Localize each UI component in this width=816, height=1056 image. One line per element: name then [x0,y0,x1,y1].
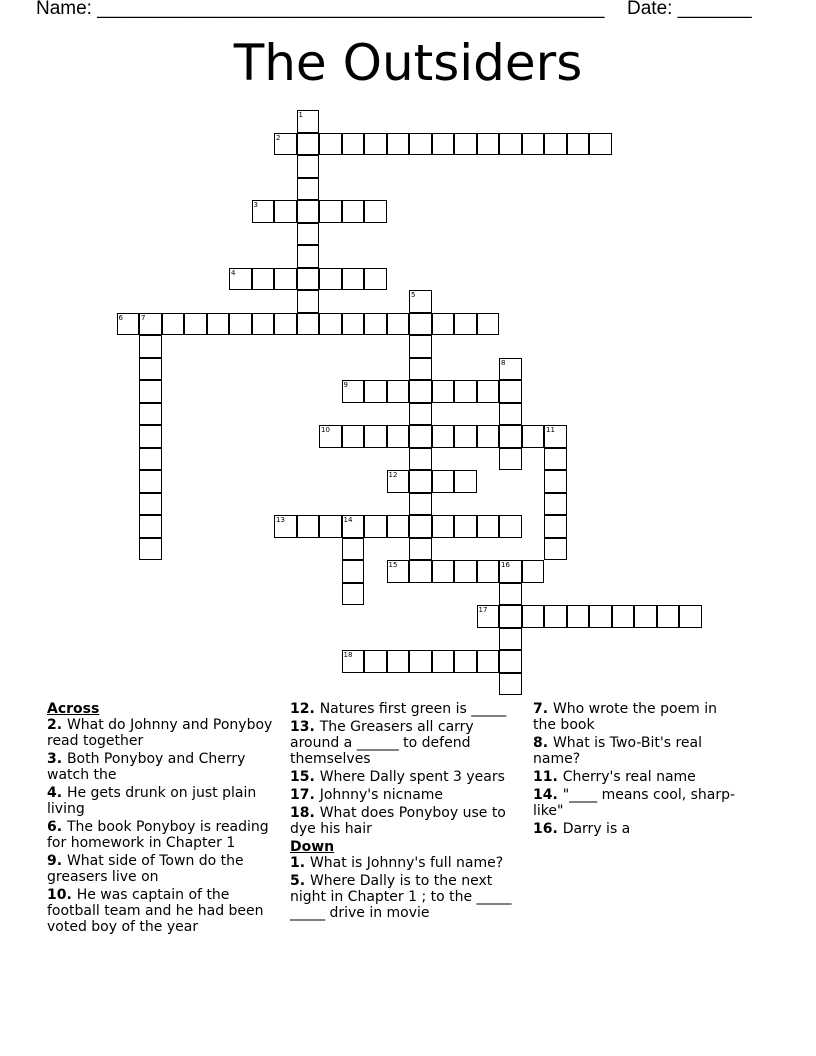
cell-number: 17 [478,606,488,614]
clue-across-3 [47,751,277,783]
clue-text: Natures first green is _____ [319,701,507,717]
clue-down-11 [533,769,743,785]
crossword-cell[interactable] [679,605,702,628]
cell-number: 10 [321,426,330,434]
cell-number: 18 [343,651,353,659]
cell-number: 12 [388,471,398,479]
crossword-cell[interactable] [522,605,545,628]
clue-number: 5. [290,873,310,889]
crossword-cell[interactable] [409,448,432,471]
clue-number: 15. [290,769,320,785]
clue-number: 6. [47,819,67,835]
crossword-cell[interactable] [544,515,567,538]
crossword-cell[interactable] [139,358,162,381]
crossword-cell[interactable] [319,313,342,336]
clues-column-3 [533,701,743,839]
crossword-cell[interactable] [297,178,320,201]
crossword-cell[interactable] [432,650,455,673]
clue-across-18 [290,805,520,837]
clue-across-6 [47,819,277,851]
crossword-cell[interactable] [297,245,320,268]
crossword-cell[interactable] [252,313,275,336]
clue-across-15 [290,769,520,785]
crossword-cell[interactable] [477,650,500,673]
cell-number: 13 [276,516,285,524]
crossword-cell[interactable] [139,515,162,538]
crossword-cell[interactable] [409,538,432,561]
clue-down-14 [533,787,743,819]
date-field[interactable]: Date: _______ [627,0,752,19]
crossword-cell[interactable] [409,380,432,403]
crossword-cell[interactable] [274,200,297,223]
crossword-cell[interactable] [297,200,320,223]
crossword-cell[interactable] [567,133,590,156]
crossword-cell[interactable] [432,560,455,583]
cell-number: 7 [141,313,146,322]
crossword-cell[interactable] [544,133,567,156]
crossword-cell[interactable] [657,605,680,628]
crossword-cell[interactable] [364,425,387,448]
crossword-cell[interactable] [409,313,432,336]
crossword-cell[interactable] [432,313,455,336]
crossword-cell[interactable] [274,515,297,538]
crossword-cell[interactable] [432,515,455,538]
crossword-cell[interactable] [387,650,410,673]
crossword-cell[interactable] [297,155,320,178]
clue-text: Darry is a [562,821,631,837]
clue-number: 3. [47,751,67,767]
crossword-cell[interactable] [342,425,365,448]
clue-text: Who wrote the poem in the book [533,701,718,733]
crossword-cell[interactable] [499,650,522,673]
crossword-cell[interactable] [454,560,477,583]
crossword-cell[interactable] [342,515,365,538]
crossword-cell[interactable] [364,200,387,223]
crossword-cell[interactable] [499,380,522,403]
crossword-cell[interactable] [387,380,410,403]
crossword-cell[interactable] [454,380,477,403]
clue-text: What does Ponyboy use to dye his hair [290,805,506,837]
crossword-cell[interactable] [544,493,567,516]
clue-text: He gets drunk on just plain living [47,785,257,817]
crossword-cell[interactable] [477,133,500,156]
crossword-cell[interactable] [409,470,432,493]
crossword-cell[interactable] [499,583,522,606]
crossword-cell[interactable] [297,313,320,336]
clue-text: What do Johnny and Ponyboy read together [47,717,273,749]
crossword-cell[interactable] [409,650,432,673]
crossword-cell[interactable] [499,448,522,471]
crossword-cell[interactable] [432,470,455,493]
crossword-cell[interactable] [454,313,477,336]
crossword-cell[interactable] [252,200,275,223]
crossword-cell[interactable] [387,133,410,156]
clue-number: 2. [47,717,67,733]
cell-number: 6 [118,313,123,322]
crossword-cell[interactable] [409,358,432,381]
clue-number: 18. [290,805,320,821]
crossword-cell[interactable] [454,133,477,156]
crossword-cell[interactable] [454,650,477,673]
crossword-cell[interactable] [387,515,410,538]
clue-down-5 [290,873,520,921]
cell-number: 14 [343,516,353,524]
crossword-cell[interactable] [139,313,162,336]
clue-text: "____ means cool, sharp-like" [533,787,736,819]
crossword-cell[interactable] [544,425,567,448]
crossword-cell[interactable] [342,133,365,156]
crossword-cell[interactable] [364,515,387,538]
crossword-cell[interactable] [229,313,252,336]
clue-text: Johnny's nicname [319,787,444,803]
crossword-cell[interactable] [544,605,567,628]
clue-number: 17. [290,787,320,803]
clue-across-13 [290,719,520,767]
crossword-cell[interactable] [297,223,320,246]
crossword-cell[interactable] [342,200,365,223]
clue-text: The Greasers all carry around a ______ to defend themselves [290,719,474,767]
crossword-cell[interactable] [387,313,410,336]
crossword-cell[interactable] [499,403,522,426]
crossword-cell[interactable] [522,133,545,156]
crossword-cell[interactable] [139,538,162,561]
crossword-cell[interactable] [634,605,657,628]
cell-number: 2 [276,133,281,142]
crossword-cell[interactable] [184,313,207,336]
crossword-cell[interactable] [139,448,162,471]
crossword-cell[interactable] [342,538,365,561]
crossword-cell[interactable] [477,515,500,538]
crossword-cell[interactable] [499,515,522,538]
crossword-cell[interactable] [454,515,477,538]
crossword-cell[interactable] [139,425,162,448]
crossword-cell[interactable] [274,133,297,156]
clue-text: What is Two-Bit's real name? [533,735,702,767]
crossword-cell[interactable] [342,560,365,583]
crossword-cell[interactable] [432,380,455,403]
crossword-cell[interactable] [477,605,500,628]
clue-number: 14. [533,787,563,803]
crossword-cell[interactable] [454,470,477,493]
crossword-cell[interactable] [409,133,432,156]
crossword-cell[interactable] [319,200,342,223]
clues-column-1 [47,701,277,937]
crossword-cell[interactable] [297,290,320,313]
crossword-cell[interactable] [342,268,365,291]
crossword-cell[interactable] [364,268,387,291]
crossword-cell[interactable] [477,313,500,336]
crossword-cell[interactable] [342,313,365,336]
clue-across-17 [290,787,520,803]
clue-text: Where Dally is to the next night in Chapter 1 ; to the _____ _____ drive in movie [290,873,512,921]
clue-down-16 [533,821,743,837]
crossword-cell[interactable] [522,560,545,583]
crossword-cell[interactable] [319,268,342,291]
clue-text: Both Ponyboy and Cherry watch the [47,751,246,783]
crossword-cell[interactable] [544,448,567,471]
crossword-cell[interactable] [207,313,230,336]
crossword-cell[interactable] [544,470,567,493]
crossword-cell[interactable] [499,358,522,381]
clue-text: Cherry's real name [562,769,696,785]
clue-text: The book Ponyboy is reading for homework in Chapter 1 [47,819,269,851]
crossword-cell[interactable] [409,560,432,583]
down-heading: Down [290,839,335,855]
cell-number: 15 [388,561,398,569]
crossword-cell[interactable] [612,605,635,628]
crossword-cell[interactable] [139,403,162,426]
cell-number: 11 [546,426,555,434]
cell-number: 4 [231,268,236,277]
crossword-cell[interactable] [297,515,320,538]
name-field[interactable]: Name: ________________________________________________ [36,0,605,19]
clue-across-12 [290,701,520,717]
cell-number: 1 [298,111,303,119]
clue-text: What side of Town do the greasers live on [47,853,244,885]
clue-down-7 [533,701,743,733]
crossword-cell[interactable] [297,268,320,291]
clue-text: What is Johnny's full name? [309,855,504,871]
clue-across-9 [47,853,277,885]
crossword-cell[interactable] [252,268,275,291]
crossword-cell[interactable] [364,133,387,156]
crossword-cell[interactable] [229,268,252,291]
clue-text: Where Dally spent 3 years [319,769,505,785]
clue-down-8 [533,735,743,767]
cell-number: 9 [343,381,348,389]
crossword-cell[interactable] [297,110,320,133]
page-title: The Outsiders [233,34,583,92]
clue-across-2 [47,717,277,749]
crossword-cell[interactable] [364,650,387,673]
crossword-cell[interactable] [499,628,522,651]
crossword-cell[interactable] [409,425,432,448]
cell-number: 16 [501,561,510,569]
crossword-cell[interactable] [432,425,455,448]
crossword-cell[interactable] [117,313,140,336]
crossword-cell[interactable] [387,425,410,448]
crossword-cell[interactable] [319,133,342,156]
crossword-cell[interactable] [274,268,297,291]
clue-number: 8. [533,735,553,751]
crossword-cell[interactable] [342,380,365,403]
crossword-cell[interactable] [139,335,162,358]
across-heading: Across [47,701,100,717]
crossword-cell[interactable] [409,335,432,358]
clue-number: 1. [290,855,310,871]
cell-number: 8 [501,358,506,367]
crossword-cell[interactable] [319,515,342,538]
clue-text: He was captain of the football team and he had been voted boy of the year [47,887,264,935]
crossword-cell[interactable] [409,403,432,426]
crossword-cell[interactable] [499,605,522,628]
cell-number: 5 [411,291,416,299]
clue-number: 16. [533,821,563,837]
clue-number: 13. [290,719,320,735]
crossword-cell[interactable] [432,133,455,156]
crossword-cell[interactable] [342,583,365,606]
crossword-cell[interactable] [589,605,612,628]
clue-down-1 [290,855,520,871]
clue-across-4 [47,785,277,817]
crossword-cell[interactable] [139,470,162,493]
clue-number: 7. [533,701,553,717]
crossword-cell[interactable] [477,425,500,448]
clue-number: 9. [47,853,67,869]
crossword-cell[interactable] [477,560,500,583]
clues-column-2 [290,701,520,923]
crossword-cell[interactable] [544,538,567,561]
crossword-cell[interactable] [499,425,522,448]
crossword-cell[interactable] [499,133,522,156]
clue-number: 4. [47,785,67,801]
crossword-cell[interactable] [364,313,387,336]
crossword-cell[interactable] [364,380,387,403]
crossword-cell[interactable] [409,493,432,516]
crossword-cell[interactable] [342,650,365,673]
crossword-cell[interactable] [297,133,320,156]
crossword-cell[interactable] [409,515,432,538]
crossword-cell[interactable] [589,133,612,156]
crossword-cell[interactable] [387,470,410,493]
crossword-cell[interactable] [274,313,297,336]
clue-number: 10. [47,887,77,903]
crossword-cell[interactable] [477,380,500,403]
crossword-cell[interactable] [387,560,410,583]
clue-number: 11. [533,769,563,785]
crossword-cell[interactable] [139,493,162,516]
clue-number: 12. [290,701,320,717]
crossword-cell[interactable] [499,673,522,696]
crossword-cell[interactable] [522,425,545,448]
crossword-cell[interactable] [319,425,342,448]
crossword-cell[interactable] [139,380,162,403]
clue-across-10 [47,887,277,935]
cell-number: 3 [253,201,258,209]
crossword-cell[interactable] [499,560,522,583]
crossword-cell[interactable] [567,605,590,628]
crossword-cell[interactable] [409,290,432,313]
crossword-cell[interactable] [454,425,477,448]
crossword-cell[interactable] [162,313,185,336]
